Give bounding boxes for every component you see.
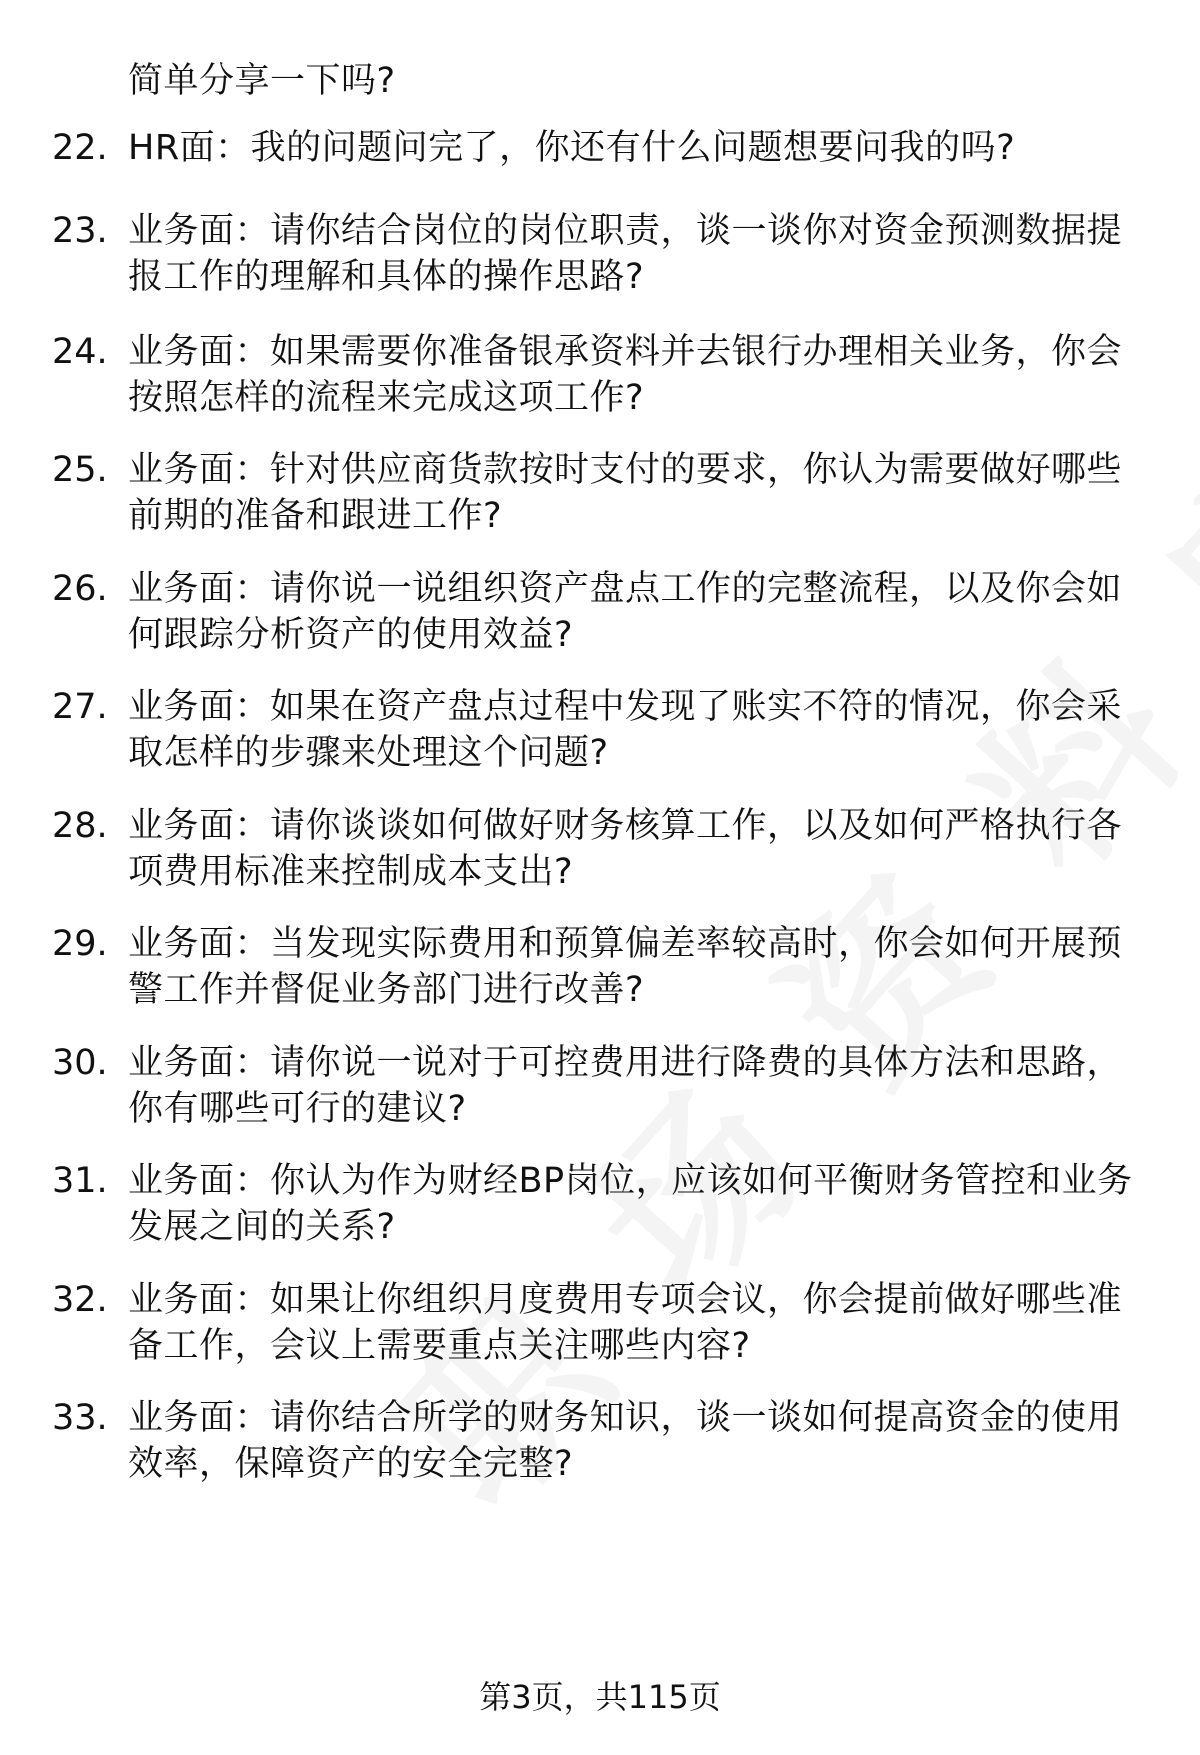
- text-line: HR面：我的问题问完了，你还有什么问题想要问我的吗?: [128, 128, 1016, 168]
- text-line: 业务面：当发现实际费用和预算偏差率较高时，你会如何开展预: [128, 924, 1123, 964]
- question-text: [128, 329, 1158, 421]
- text-line: 取怎样的步骤来处理这个问题?: [128, 733, 609, 773]
- text-line: 业务面：你认为作为财经BP岗位，应该如何平衡财务管控和业务: [128, 1161, 1133, 1201]
- text-line: 效率，保障资产的安全完整?: [128, 1444, 574, 1484]
- question-text: [128, 447, 1158, 539]
- question-number: 29.: [52, 924, 108, 964]
- text-line: 业务面：请你结合岗位的岗位职责，谈一谈你对资金预测数据提: [128, 211, 1123, 251]
- text-line: 业务面：针对供应商货款按时支付的要求，你认为需要做好哪些: [128, 450, 1123, 490]
- question-text: [128, 1277, 1158, 1369]
- question-number: 32.: [52, 1280, 108, 1320]
- page-number: 第3页，共115页: [479, 1678, 721, 1716]
- question-number: 27.: [52, 687, 108, 727]
- question-text: [128, 125, 1158, 171]
- text-line: 业务面：请你谈谈如何做好财务核算工作，以及如何严格执行各: [128, 806, 1123, 846]
- question-number: 33.: [52, 1398, 108, 1438]
- text-line: 你有哪些可行的建议?: [128, 1089, 467, 1129]
- text-line: 业务面：请你说一说对于可控费用进行降费的具体方法和思路，: [128, 1043, 1123, 1083]
- question-number: 25.: [52, 450, 108, 490]
- text-line: 简单分享一下吗?: [128, 61, 396, 101]
- question-number: 24.: [52, 332, 108, 372]
- text-line: 何跟踪分析资产的使用效益?: [128, 615, 574, 655]
- question-number: 30.: [52, 1043, 108, 1083]
- question-number: 26.: [52, 569, 108, 609]
- question-text: [128, 208, 1158, 300]
- text-line: 业务面：如果在资产盘点过程中发现了账实不符的情况，你会采: [128, 687, 1123, 727]
- question-text: [128, 566, 1158, 658]
- question-text: [128, 684, 1158, 776]
- text-line: 业务面：请你说一说组织资产盘点工作的完整流程，以及你会如: [128, 569, 1123, 609]
- question-text: [128, 1040, 1158, 1132]
- question-number: 23.: [52, 211, 108, 251]
- text-line: 按照怎样的流程来完成这项工作?: [128, 378, 645, 418]
- text-line: 报工作的理解和具体的操作思路?: [128, 257, 645, 297]
- text-line: 业务面：如果让你组织月度费用专项会议，你会提前做好哪些准: [128, 1280, 1123, 1320]
- text-line: 业务面：如果需要你准备银承资料并去银行办理相关业务，你会: [128, 332, 1123, 372]
- text-line: 项费用标准来控制成本支出?: [128, 852, 574, 892]
- question-text: [128, 1395, 1158, 1487]
- text-line: 备工作，会议上需要重点关注哪些内容?: [128, 1326, 751, 1366]
- question-number: 28.: [52, 806, 108, 846]
- text-line: 前期的准备和跟进工作?: [128, 496, 503, 536]
- text-line: 发展之间的关系?: [128, 1207, 396, 1247]
- question-text: [128, 921, 1158, 1013]
- question-text: [128, 1158, 1158, 1250]
- text-line: 警工作并督促业务部门进行改善?: [128, 970, 645, 1010]
- question-text: [128, 803, 1158, 895]
- question-number: 31.: [52, 1161, 108, 1201]
- question-number: 22.: [52, 128, 108, 168]
- text-line: 业务面：请你结合所学的财务知识，谈一谈如何提高资金的使用: [128, 1398, 1123, 1438]
